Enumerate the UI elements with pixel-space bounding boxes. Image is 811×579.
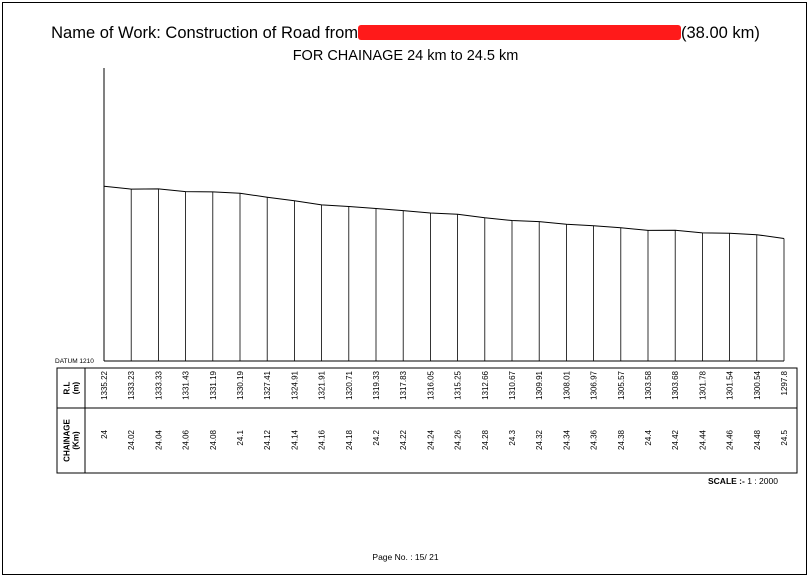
chainage-value-label: 24.38 <box>616 430 626 451</box>
chainage-value-label: 24 <box>100 430 109 439</box>
rl-value-label: 1308.01 <box>562 371 572 400</box>
rl-value-label: 1315.25 <box>453 371 463 400</box>
scale-label: SCALE :- <box>708 476 745 486</box>
rl-value-label: 1330.19 <box>236 371 245 400</box>
datum-label: DATUM 1210 <box>55 358 94 365</box>
rl-value-label: 1306.97 <box>589 371 599 400</box>
chainage-value-label: 24.4 <box>644 430 653 446</box>
rl-value-label: 1335.22 <box>100 371 109 400</box>
rl-value-label: 1303.68 <box>671 371 681 400</box>
chainage-value-label: 24.46 <box>725 430 735 451</box>
rl-value-label: 1331.43 <box>181 371 191 400</box>
chainage-value-label: 24.34 <box>562 430 572 451</box>
rl-value-label: 1303.58 <box>644 371 653 400</box>
rl-value-label: 1319.33 <box>372 371 381 400</box>
rl-value-label: 1333.33 <box>154 371 164 400</box>
chainage-value-label: 24.44 <box>698 430 708 451</box>
chainage-value-label: 24.1 <box>236 430 245 446</box>
rl-value-label: 1331.19 <box>208 371 218 400</box>
page-number: Page No. : 15/ 21 <box>372 552 439 562</box>
scale-note <box>708 476 778 486</box>
chainage-value-label: 24.16 <box>317 430 327 451</box>
rl-value-label: 1321.91 <box>317 371 327 400</box>
chainage-value-label: 24.12 <box>263 430 273 451</box>
rl-value-label: 1317.83 <box>399 371 409 400</box>
chainage-value-label: 24.3 <box>508 430 517 446</box>
rl-value-label: 1309.91 <box>535 371 545 400</box>
rl-value-label: 1310.67 <box>508 371 517 400</box>
chainage-value-label: 24.02 <box>127 430 137 451</box>
chainage-value-label: 24.06 <box>181 430 191 451</box>
rl-value-label: 1324.91 <box>290 371 300 400</box>
chainage-value-label: 24.32 <box>535 430 545 451</box>
chainage-value-label: 24.28 <box>480 430 490 451</box>
rl-value-label: 1301.78 <box>698 371 708 400</box>
rl-value-label: 1316.05 <box>426 371 436 400</box>
chainage-value-label: 24.5 <box>780 430 789 446</box>
chainage-value-label: 24.24 <box>426 430 436 451</box>
rl-value-label: 1327.41 <box>263 371 273 400</box>
scale-value: 1 : 2000 <box>744 476 778 486</box>
rl-value-label: 1312.66 <box>480 371 490 400</box>
chainage-value-label: 24.22 <box>399 430 409 451</box>
chainage-value-label: 24.18 <box>344 430 354 451</box>
rl-value-label: 1320.71 <box>344 371 354 400</box>
chainage-value-label: 24.42 <box>671 430 681 451</box>
page-subtitle: FOR CHAINAGE 24 km to 24.5 km <box>292 48 519 64</box>
title-prefix: Name of Work: Construction of Road from <box>51 24 359 42</box>
rl-value-label: 1305.57 <box>616 371 626 400</box>
chainage-value-label: 24.08 <box>208 430 218 451</box>
rl-value-label: 1297.8 <box>780 371 789 396</box>
chainage-row-label: CHAINAGE(Km) <box>62 419 81 462</box>
rl-value-label: 1301.54 <box>725 371 735 400</box>
title-suffix: (38.00 km) <box>681 24 760 42</box>
rl-value-label: 1333.23 <box>127 371 137 400</box>
chainage-value-label: 24.2 <box>372 430 381 446</box>
chainage-value-label: 24.14 <box>290 430 300 451</box>
rl-row-label: R.L(m) <box>62 381 81 395</box>
chainage-value-label: 24.26 <box>453 430 463 451</box>
rl-value-label: 1300.54 <box>752 371 762 400</box>
chainage-value-label: 24.48 <box>752 430 762 451</box>
chainage-value-label: 24.04 <box>154 430 164 451</box>
ground-profile-line <box>104 186 784 238</box>
chainage-value-label: 24.36 <box>589 430 599 451</box>
